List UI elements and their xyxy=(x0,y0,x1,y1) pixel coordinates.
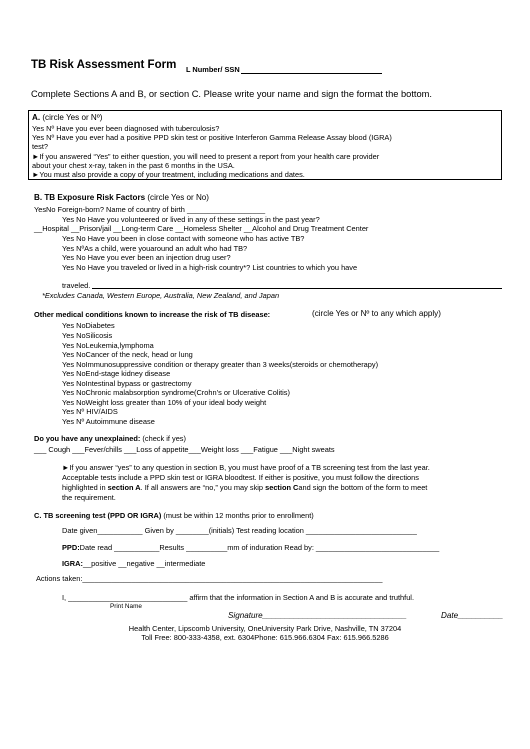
condition-item: Yes NoDiabetes xyxy=(62,321,115,330)
condition-item: Yes NoCancer of the neck, head or lung xyxy=(62,350,193,359)
instructions-line: ►If you answer “yes” to any question in section B, you must have proof of a TB screening test from the last year. xyxy=(62,463,430,472)
section-c-heading: C. TB screening test (PPD OR IGRA) (must be within 12 months prior to enrollment) xyxy=(34,511,314,520)
date-line[interactable]: Date__________ xyxy=(441,611,504,620)
footer-phone: Toll Free: 800-333-4358, ext. 6304Phone: 615.966.6304 Fax: 615.966.5286 xyxy=(141,633,389,642)
symptoms-checklist: ___ Cough ___Fever/chills ___Loss of appetite___Weight loss ___Fatigue ___Night sweats xyxy=(34,445,335,454)
instructions-line: Acceptable tests include a PPD skin test or IGRA bloodtest. If either is positive, you must follow the directions xyxy=(62,473,419,482)
instructions-line: highlighted in section A. If all answers are “no,” you may skip section Cand sign the bottom of the form to meet xyxy=(62,483,428,492)
symptoms-heading: Do you have any unexplained: (check if yes) xyxy=(34,434,186,443)
condition-item: Yes Nº HIV/AIDS xyxy=(62,407,118,416)
foreign-born-question: YesNo Foreign-born? Name of country of birth ___________________ xyxy=(34,205,266,214)
lnumber-field[interactable] xyxy=(241,73,382,74)
conditions-heading: Other medical conditions known to increase the risk of TB disease: xyxy=(34,310,271,319)
intro-text: Complete Sections A and B, or section C. Please write your name and sign the format the bottom. xyxy=(31,89,433,99)
condition-item: Yes NoImmunosuppressive condition or therapy greater than 3 weeks(steroids or chemotherapy) xyxy=(62,360,379,369)
section-a-line: about your chest x-ray, taken in the past 6 months in the USA. xyxy=(32,161,235,170)
section-a-line: test? xyxy=(32,142,49,151)
section-a-line: ►You must also provide a copy of your treatment, including medications and dates. xyxy=(32,170,305,179)
condition-item: Yes Nº Autoimmune disease xyxy=(62,417,155,426)
actions-taken-line: Actions taken:_________________________________________________________________________ xyxy=(36,574,383,583)
child-question: Yes NºAs a child, were youaround an adult who had TB? xyxy=(62,244,248,253)
countries-field[interactable] xyxy=(92,288,502,289)
injection-question: Yes No Have you ever been an injection drug user? xyxy=(62,253,231,262)
traveled-label: traveled. xyxy=(62,281,91,290)
ppd-line: PPD:Date read ___________Results __________mm of induration Read by: ______________________________ xyxy=(62,543,440,552)
conditions-heading-note: (circle Yes or Nº to any which apply) xyxy=(312,309,441,318)
lnumber-label: L Number/ SSN xyxy=(186,65,240,74)
contact-question: Yes No Have you been in close contact with someone who has active TB? xyxy=(62,234,305,243)
form-title: TB Risk Assessment Form xyxy=(31,59,177,71)
affirm-line: I, _____________________________ affirm that the information in Section A and B is accurate and truthful. xyxy=(62,593,414,602)
section-b-heading: B. TB Exposure Risk Factors (circle Yes or No) xyxy=(34,193,209,202)
condition-item: Yes NoWeight loss greater than 10% of your ideal body weight xyxy=(62,398,267,407)
settings-checklist: __Hospital __Prison/jail __Long-term Care __Homeless Shelter __Alcohol and Drug Treatment Center xyxy=(34,224,369,233)
section-a-line: ►If you answered “Yes” to either question, you will need to present a report from your health care provider xyxy=(32,152,380,161)
date-given-line: Date given___________ Given by ________(initials) Test reading location ___________________________ xyxy=(62,526,417,535)
section-a-heading: A. (circle Yes or Nº) xyxy=(32,113,103,122)
footer-address: Health Center, Lipscomb University, OneUniversity Park Drive, Nashville, TN 37204 xyxy=(128,624,402,633)
condition-item: Yes NoSilicosis xyxy=(62,331,113,340)
condition-item: Yes NoIntestinal bypass or gastrectomy xyxy=(62,379,192,388)
condition-item: Yes NoLeukemia,lymphoma xyxy=(62,341,154,350)
condition-item: Yes NoChronic malabsorption syndrome(Crohn’s or Ulcerative Colitis) xyxy=(62,388,290,397)
section-a-line: Yes Nº Have you ever been diagnosed with tuberculosis? xyxy=(32,124,220,133)
section-a-line: Yes Nº Have you ever had a positive PPD skin test or positive Interferon Gamma Release Assay blood (IGRA) xyxy=(32,133,392,142)
settings-question: Yes No Have you volunteered or lived in any of these settings in the past year? xyxy=(62,215,320,224)
exclusion-footnote: *Excludes Canada, Western Europe, Australia, New Zealand, and Japan xyxy=(42,291,280,300)
condition-item: Yes NoEnd-stage kidney disease xyxy=(62,369,171,378)
print-name-label: Print Name xyxy=(110,603,142,610)
travel-question: Yes No Have you traveled or lived in a high-risk country*? List countries to which you have xyxy=(62,263,358,272)
instructions-line: the requirement. xyxy=(62,493,116,502)
signature-line[interactable]: Signature________________________________ xyxy=(228,611,407,620)
igra-line: IGRA:__positive __negative __intermediate xyxy=(62,559,206,568)
